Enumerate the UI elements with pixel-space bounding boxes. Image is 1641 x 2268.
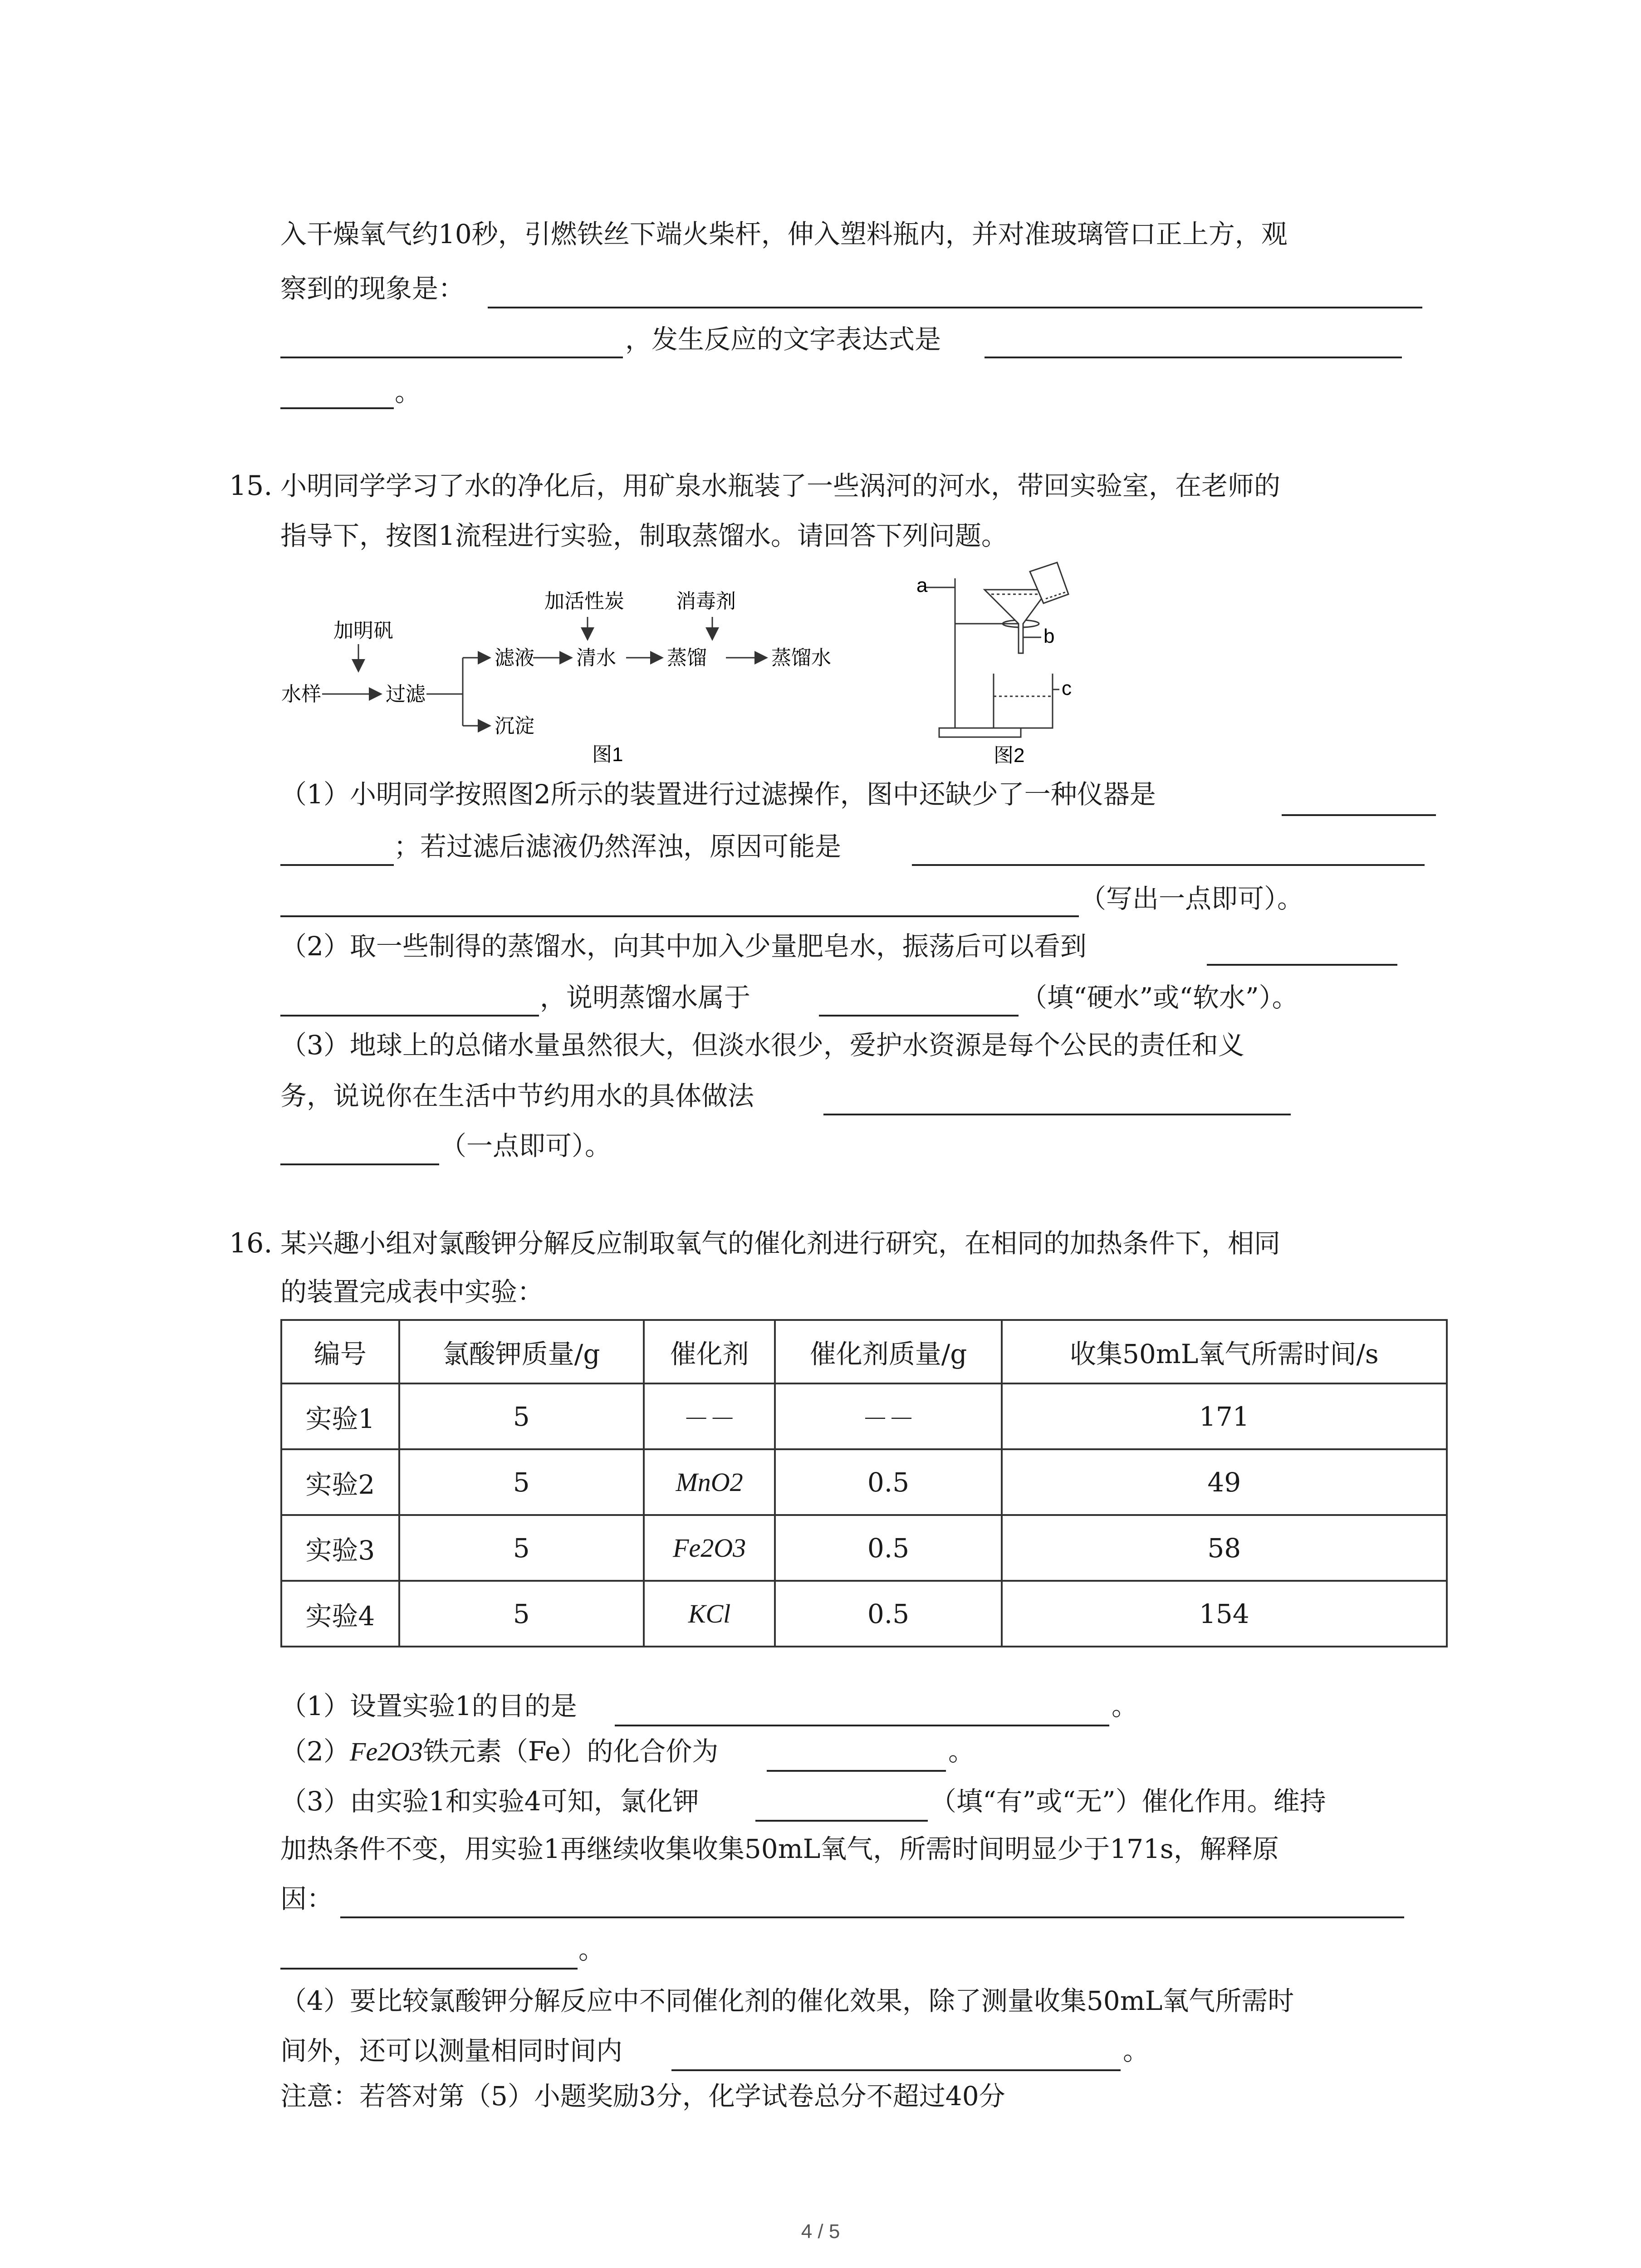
figure1-caption: 图1 — [592, 743, 623, 766]
table-cell: 5 — [399, 1383, 644, 1449]
table-cell: 0.5 — [775, 1515, 1001, 1581]
q15-part2-line1: （2）取一些制得的蒸馏水，向其中加入少量肥皂水，振荡后可以看到 — [280, 931, 1087, 962]
q15-part1-instrument-blank[interactable] — [1282, 814, 1436, 816]
table-cell: 0.5 — [775, 1449, 1001, 1515]
table-cell: －－ — [775, 1383, 1001, 1449]
q15-part3-answer-blank-cont[interactable] — [280, 1163, 439, 1165]
table-cell: 5 — [399, 1449, 644, 1515]
apparatus-label-c: c — [1062, 677, 1072, 699]
table-cell: 5 — [399, 1581, 644, 1647]
q16-part3-line1a: （3）由实验1和实验4可知，氯化钾 — [280, 1786, 699, 1817]
q14-equation-blank[interactable] — [985, 357, 1402, 358]
q16-part4-answer-blank[interactable] — [671, 2069, 1121, 2071]
flow-disinfectant: 消毒剂 — [676, 590, 736, 612]
table-header-row — [281, 1320, 1447, 1383]
q15-part3-line2: 务，说说你在生活中节约用水的具体做法 — [280, 1080, 754, 1111]
q16-part3-line3: 因： — [280, 1883, 333, 1914]
table-cell: MnO2 — [644, 1449, 775, 1515]
q16-part2-text — [280, 1735, 718, 1768]
q15-stem-line1: 小明同学学习了水的净化后，用矿泉水瓶装了一些涡河的河水，带回实验室，在老师的 — [280, 470, 1281, 501]
q16-part2-period: 。 — [948, 1736, 975, 1767]
table-cell: 5 — [399, 1515, 644, 1581]
q16-stem-line2: 的装置完成表中实验： — [280, 1276, 544, 1307]
table-cell: 实验3 — [281, 1515, 399, 1581]
q16-part3-yesno-blank[interactable] — [755, 1820, 928, 1822]
q14-observation-blank[interactable] — [488, 307, 1422, 308]
q16-part4-line1: （4）要比较氯酸钾分解反应中不同催化剂的催化效果，除了测量收集50mL氧气所需时 — [280, 1985, 1294, 2016]
q16-part2-valence-blank[interactable] — [767, 1770, 946, 1772]
flow-filter: 过滤 — [386, 683, 426, 705]
table-cell: 实验4 — [281, 1581, 399, 1647]
q15-flowchart-figure — [272, 581, 916, 771]
q15-filtration-apparatus-figure — [907, 560, 1125, 773]
q14-equation-blank-cont[interactable] — [280, 407, 394, 409]
figure2-caption: 图2 — [994, 744, 1025, 767]
q14-period: 。 — [395, 376, 421, 407]
q16-part3-period: 。 — [578, 1934, 605, 1965]
apparatus-label-a: a — [916, 574, 928, 596]
q15-part1-instrument-blank-cont[interactable] — [280, 864, 394, 866]
q16-part4-period: 。 — [1123, 2035, 1150, 2066]
flow-add-alum: 加明矾 — [333, 620, 393, 642]
table-cell: 0.5 — [775, 1581, 1001, 1647]
table-cell: Fe2O3 — [644, 1515, 775, 1581]
q14-observation-label: 察到的现象是： — [280, 273, 465, 304]
table-cell: －－ — [644, 1383, 775, 1449]
table-header: 催化剂质量/g — [775, 1320, 1001, 1383]
q15-part1-line3: （写出一点即可）。 — [1080, 883, 1304, 914]
q15-part3-line1: （3）地球上的总储水量虽然很大，但淡水很少，爱护水资源是每个公民的责任和义 — [280, 1030, 1244, 1061]
table-header: 氯酸钾质量/g — [399, 1320, 644, 1383]
flow-water-sample: 水样 — [281, 683, 321, 705]
q15-part2-line2b: （填“硬水”或“软水”）。 — [1021, 982, 1298, 1013]
q16-part3-line2: 加热条件不变，用实验1再继续收集收集50mL氧气，所需时间明显少于171s，解释原 — [280, 1833, 1279, 1864]
table-cell: 171 — [1002, 1383, 1447, 1449]
table-cell: 154 — [1002, 1581, 1447, 1647]
table-cell: 实验1 — [281, 1383, 399, 1449]
q16-bonus-note: 注意：若答对第（5）小题奖励3分，化学试卷总分不超过40分 — [280, 2081, 1005, 2112]
table-header: 编号 — [281, 1320, 399, 1383]
q15-part2-line2a: ，说明蒸馏水属于 — [540, 982, 751, 1013]
table-cell: 49 — [1002, 1449, 1447, 1515]
apparatus-label-b: b — [1043, 625, 1055, 647]
q15-part2-water-type-blank[interactable] — [819, 1015, 1019, 1017]
flow-add-activated-carbon: 加活性炭 — [544, 590, 624, 612]
q16-part1-text: （1）设置实验1的目的是 — [280, 1691, 577, 1721]
q15-stem-line2: 指导下，按图1流程进行实验，制取蒸馏水。请回答下列问题。 — [280, 520, 1008, 551]
q16-part1-period: 。 — [1112, 1691, 1138, 1721]
q16-number: 16. — [229, 1227, 273, 1259]
table-cell: 58 — [1002, 1515, 1447, 1581]
page-number: 4 / 5 — [801, 2220, 840, 2243]
q16-part3-line1b: （填“有”或“无”）催化作用。维持 — [930, 1786, 1326, 1817]
q16-part2-stem: 铁元素（Fe）的化合价为 — [422, 1736, 719, 1767]
table-row — [281, 1515, 1447, 1581]
q15-part1-line2: ；若过滤后滤液仍然浑浊，原因可能是 — [394, 831, 842, 862]
q16-part2-prefix: （2） — [280, 1736, 350, 1767]
table-row — [281, 1383, 1447, 1449]
table-header: 催化剂 — [644, 1320, 775, 1383]
q16-part1-purpose-blank[interactable] — [615, 1725, 1109, 1726]
q14-text-line1: 入干燥氧气约10秒，引燃铁丝下端火柴杆，伸入塑料瓶内，并对准玻璃管口正上方，观 — [280, 219, 1288, 249]
q16-part2-formula: Fe2O3 — [349, 1737, 423, 1766]
flow-distill: 蒸馏 — [667, 647, 707, 669]
q14-observation-blank-cont[interactable] — [280, 357, 623, 358]
q15-part1-reason-blank[interactable] — [912, 864, 1425, 866]
q14-text-line2 — [280, 272, 465, 305]
flow-clear-water: 清水 — [576, 647, 616, 669]
table-row — [281, 1449, 1447, 1515]
flow-distilled-water: 蒸馏水 — [771, 647, 831, 669]
q16-part4-line2: 间外，还可以测量相同时间内 — [280, 2035, 623, 2066]
flow-filtrate: 滤液 — [495, 647, 534, 669]
q15-part3-line3: （一点即可）。 — [440, 1130, 612, 1161]
q16-part3-explanation-blank[interactable] — [340, 1916, 1404, 1918]
q15-part2-observation-blank[interactable] — [1207, 964, 1397, 966]
q15-part1-reason-blank-cont[interactable] — [280, 915, 1079, 917]
q15-part3-answer-blank[interactable] — [823, 1114, 1291, 1115]
q15-part2-observation-blank-cont[interactable] — [280, 1015, 539, 1017]
q14-equation-label: ，发生反应的文字表达式是 — [625, 324, 941, 355]
table-cell: 实验2 — [281, 1449, 399, 1515]
flow-precipitate: 沉淀 — [495, 715, 534, 737]
q15-number: 15. — [229, 470, 273, 502]
table-header: 收集50mL氧气所需时间/s — [1002, 1320, 1447, 1383]
table-row — [281, 1581, 1447, 1647]
table-cell: KCl — [644, 1581, 775, 1647]
q16-part3-explanation-blank-cont[interactable] — [280, 1968, 578, 1970]
q16-stem-line1: 某兴趣小组对氯酸钾分解反应制取氧气的催化剂进行研究，在相同的加热条件下，相同 — [280, 1228, 1281, 1259]
experiment-table — [280, 1319, 1448, 1647]
q15-part1-line1: （1）小明同学按照图2所示的装置进行过滤操作，图中还缺少了一种仪器是 — [280, 779, 1156, 810]
